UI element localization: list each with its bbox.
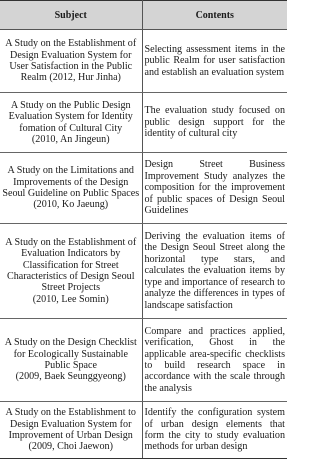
subject-line: Public Space [44, 360, 97, 371]
table-row [0, 224, 287, 319]
subject-cell [0, 224, 142, 319]
subject-line: A Study on the Public Design [10, 99, 131, 111]
subject-line: User Satisfaction in the Public [9, 61, 133, 72]
contents-column-header: Contents [142, 1, 287, 30]
subject-line: A Study on the Limitations and [7, 165, 134, 177]
subject-line: Classification for Street [22, 259, 119, 271]
table-row [0, 93, 287, 153]
contents-cell: Design Street Business Improvement Study analyzes the composition for the improvement of public spaces of Design Seoul Guidelines [142, 153, 287, 224]
subject-line: Realm (2012, Hur Jinha) [20, 72, 121, 84]
table-row [0, 30, 287, 93]
subject-line: (2010, Lee Somin) [32, 293, 109, 305]
subject-column-header: Subject [0, 1, 142, 30]
table-row [0, 402, 287, 459]
contents-cell: Deriving the evaluation items of the Design Seoul Street along the horizontal type stars, and calculates the evaluation items by type and importance of research to analyze the differences in types of landscape satisfaction [142, 224, 287, 319]
subject-line: (2010, An Jingeun) [31, 133, 110, 145]
contents-cell: Identify the configuration system of urban design elements that form the city to study evaluation methods for urban design [142, 402, 287, 459]
subject-line: Improvement of Urban Design [8, 430, 133, 441]
subject-line: A Study on the Establishment of [5, 38, 137, 50]
subject-line: Evaluation System for Identity [8, 111, 133, 123]
subject-line: Evaluation Indicators by [21, 248, 121, 260]
contents-cell: Selecting assessment items in the public Realm for user satisfaction and establish an evaluation system [142, 30, 287, 93]
subject-cell [0, 153, 142, 224]
subject-line: (2010, Ko Jaeung) [33, 199, 109, 211]
subject-line: Street Projects [41, 282, 101, 294]
contents-cell: Compare and practices applied, verification, Ghost in the applicable area-specific checklists to build research space in accordance with the scale through the analysis [142, 319, 287, 402]
subject-line: Design Evaluation System for [10, 418, 132, 430]
subject-cell [0, 30, 142, 93]
contents-cell: The evaluation study focused on public design support for the identity of cultural city [142, 93, 287, 153]
subject-line: Design Evaluation System for [10, 49, 132, 61]
subject-line: (2009, Choi Jaewon) [28, 441, 113, 453]
subject-line: A Study on the Design Checklist [4, 337, 137, 349]
subject-line: fomation of Cultural City [19, 122, 123, 134]
subject-line: for Ecologically Sustainable [13, 348, 128, 360]
header-row [0, 1, 287, 30]
subject-cell [0, 93, 142, 153]
subject-cell [0, 319, 142, 402]
subject-line: Seoul Guideline on Public Spaces [2, 188, 140, 199]
subject-cell [0, 402, 142, 459]
subject-line: Improvements of the Design [13, 176, 129, 188]
table-row [0, 153, 287, 224]
subject-line: Characteristics of Design Seoul [6, 271, 135, 282]
subject-line: A Study on the Establishment to [5, 407, 136, 419]
table-row [0, 319, 287, 402]
subject-line: (2009, Baek Seunggyeong) [15, 371, 126, 383]
subject-line: A Study on the Establishment of [5, 236, 137, 248]
